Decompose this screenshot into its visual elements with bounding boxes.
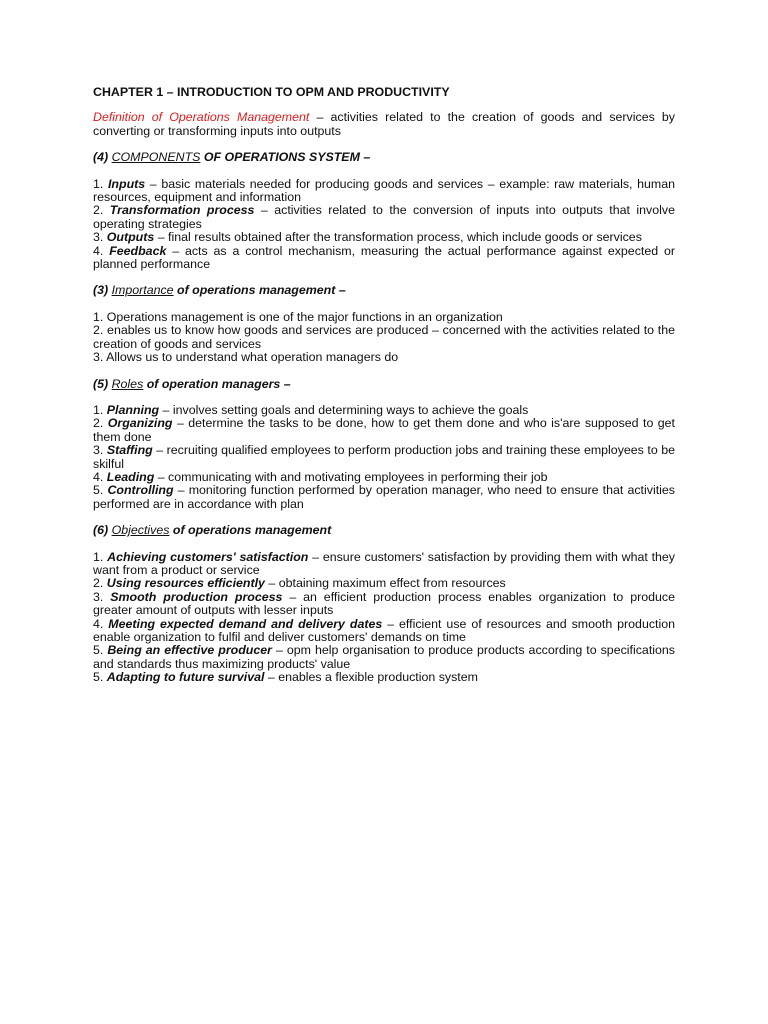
item-text: – determine the tasks to be done, how to get them done and who is'are supposed to get them done (93, 416, 675, 444)
components-heading-rest: OF OPERATIONS SYSTEM – (200, 150, 371, 165)
objectives-heading (93, 524, 675, 537)
item-term: Smooth production process (110, 589, 283, 604)
item-text: Operations management is one of the major functions in an organization (106, 309, 503, 324)
item-text: – involves setting goals and determining ways to achieve the goals (159, 402, 529, 417)
item-text: – enables a flexible production system (264, 670, 478, 685)
definition-text: – activities related to the creation of goods and services by converting or transforming inputs into outputs (93, 110, 675, 138)
list-item: 2. enables us to know how goods and services are produced – concerned with the activities related to the creation of goods and services (93, 323, 675, 351)
list-item: 1. Operations management is one of the major functions in an organization (93, 309, 503, 324)
definition-paragraph (93, 111, 675, 138)
document-page (93, 86, 675, 685)
list-item: 5. Controlling – monitoring function performed by operation manager, who need to ensure that activities performed are in accordance with plan (93, 483, 675, 511)
item-text: – communicating with and motivating employees in performing their job (154, 469, 548, 484)
list-item: 3. Allows us to understand what operation managers do (93, 350, 399, 365)
list-item: 5. Being an effective producer – opm help organisation to produce products according to specifications and standards thus maximizing products' value (93, 643, 675, 671)
list-item: 3. Staffing – recruiting qualified employees to perform production jobs and training these employees to be skilful (93, 443, 675, 471)
importance-keyword: Importance (111, 283, 174, 298)
objectives-heading-rest: of operations management (169, 523, 332, 538)
objectives-list (93, 551, 675, 685)
item-text: – an efficient production process enables organization to produce greater amount of outputs with lesser inputs (93, 589, 676, 618)
item-term: Inputs (107, 176, 146, 191)
item-text: – basic materials needed for producing goods and services – example: raw materials, human resources, equipment and information (93, 176, 676, 205)
item-term: Controlling (107, 483, 174, 498)
roles-keyword: Roles (111, 376, 144, 391)
item-text: – ensure customers' satisfaction by providing them with what they want from a product or service (93, 549, 675, 577)
components-heading (93, 151, 675, 164)
list-item: 2. Transformation process – activities related to the conversion of inputs into outputs that involve operating strategies (93, 203, 675, 231)
list-item: 1. Achieving customers' satisfaction – ensure customers' satisfaction by providing them with what they want from a product or service (93, 549, 675, 577)
roles-heading (93, 378, 675, 391)
chapter-title: CHAPTER 1 – INTRODUCTION TO OPM AND PRODUCTIVITY (93, 85, 450, 99)
item-term: Using resources efficiently (106, 576, 265, 591)
importance-heading (93, 284, 675, 297)
item-text: – final results obtained after the transformation process, which include goods or services (154, 230, 642, 245)
components-keyword: COMPONENTS (111, 150, 201, 165)
item-term: Transformation process (109, 203, 255, 218)
roles-count: (5) (93, 376, 112, 391)
item-text: enables us to know how goods and services are produced – concerned with the activities related to the creation of goods and services (93, 323, 675, 351)
item-term: Staffing (106, 443, 153, 458)
item-text: – opm help organisation to produce products according to specifications and standards thus maximizing products' value (93, 643, 675, 671)
list-item: 1. Planning – involves setting goals and determining ways to achieve the goals (93, 402, 529, 417)
item-text: – acts as a control mechanism, measuring the actual performance against expected or planned performance (93, 243, 675, 272)
list-item: 3. Outputs – final results obtained after the transformation process, which include goods or services (93, 230, 642, 245)
item-term: Being an effective producer (107, 643, 272, 658)
list-item: 5. Adapting to future survival – enables a flexible production system (93, 670, 478, 685)
list-item: 4. Leading – communicating with and motivating employees in performing their job (93, 469, 548, 484)
importance-list (93, 311, 675, 365)
objectives-count: (6) (93, 523, 112, 538)
item-term: Achieving customers' satisfaction (107, 549, 309, 564)
definition-term: Definition of Operations Management (93, 110, 310, 125)
list-item: 3. Smooth production process – an efficient production process enables organization to produce greater amount of outputs with lesser inputs (93, 589, 676, 618)
item-term: Organizing (107, 416, 173, 431)
item-text: – recruiting qualified employees to perform production jobs and training these employees to be skilful (93, 443, 675, 471)
importance-count: (3) (93, 283, 112, 298)
item-term: Feedback (109, 243, 167, 258)
components-list (93, 178, 675, 272)
list-item: 2. Organizing – determine the tasks to be done, how to get them done and who is'are supposed to get them done (93, 416, 675, 444)
item-term: Meeting expected demand and delivery dates (108, 616, 383, 631)
item-text: Allows us to understand what operation managers do (106, 350, 399, 365)
list-item: 1. Inputs – basic materials needed for producing goods and services – example: raw materials, human resources, equipment and information (93, 176, 676, 205)
components-count: (4) (93, 150, 112, 165)
item-term: Leading (106, 469, 155, 484)
item-text: – monitoring function performed by operation manager, who need to ensure that activities performed are in accordance with plan (93, 483, 675, 511)
item-text: – obtaining maximum effect from resources (264, 576, 506, 591)
item-term: Planning (106, 402, 160, 417)
item-text: – activities related to the conversion of inputs into outputs that involve operating strategies (93, 203, 675, 231)
list-item: 2. Using resources efficiently – obtaining maximum effect from resources (93, 576, 506, 591)
item-term: Adapting to future survival (106, 670, 265, 685)
importance-heading-rest: of operations management – (173, 283, 346, 298)
item-text: – efficient use of resources and smooth production enable organization to fulfil and deliver customers' demands on time (93, 616, 676, 644)
list-item: 4. Feedback – acts as a control mechanism, measuring the actual performance against expected or planned performance (93, 243, 675, 272)
roles-heading-rest: of operation managers – (143, 376, 291, 391)
objectives-keyword: Objectives (111, 523, 170, 538)
roles-list (93, 404, 675, 511)
list-item: 4. Meeting expected demand and delivery dates – efficient use of resources and smooth production enable organization to fulfil and deliver customers' demands on time (93, 616, 676, 644)
item-term: Outputs (106, 230, 155, 245)
